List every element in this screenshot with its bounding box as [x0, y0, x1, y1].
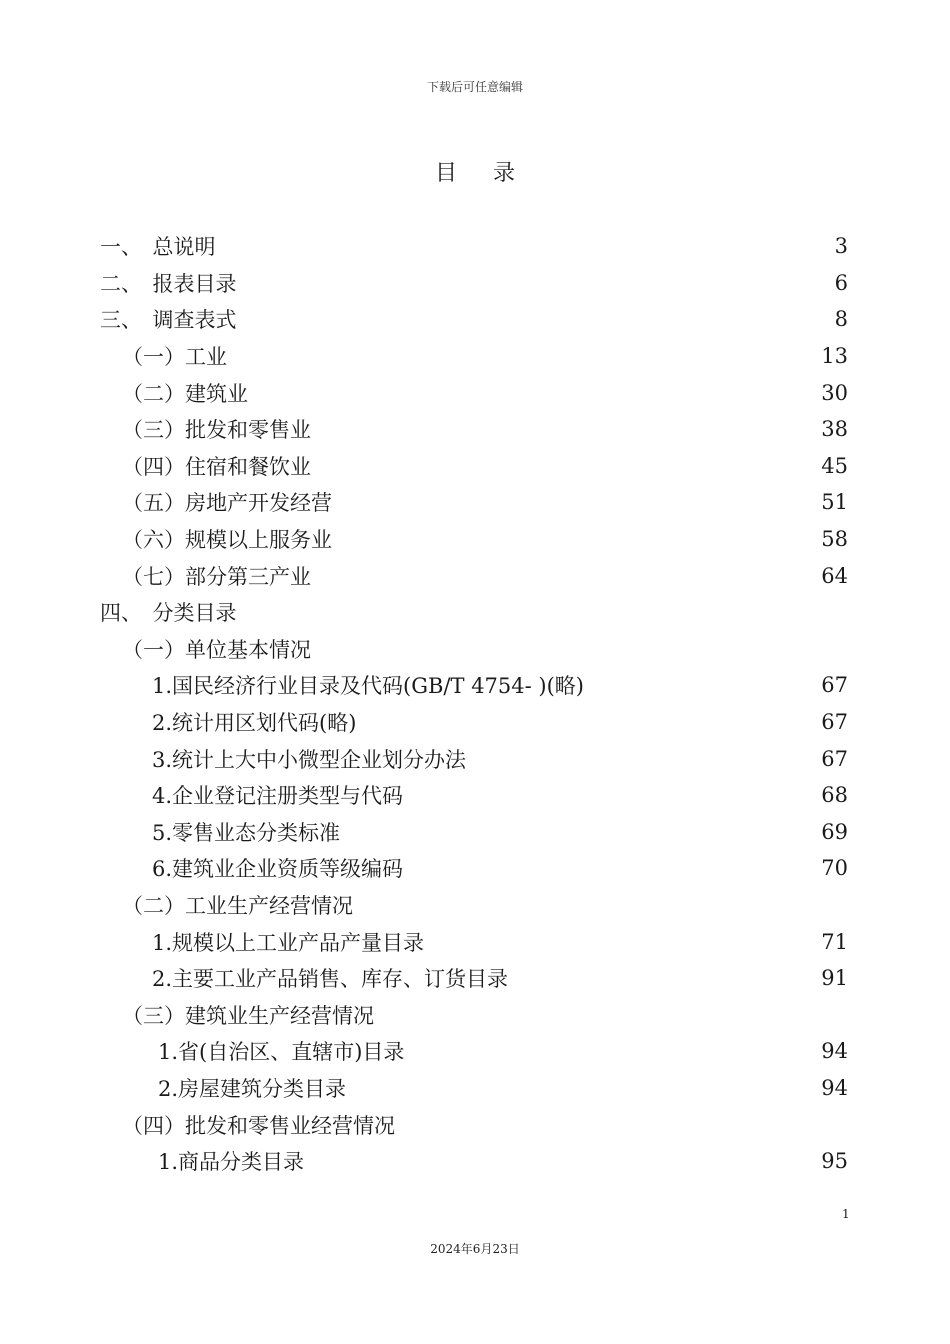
toc-entry-label: 3.统计上大中小微型企业划分办法 [152, 747, 467, 772]
toc-entry-page: 30 [821, 380, 848, 405]
toc-entry-page: 3 [834, 234, 848, 259]
toc-entry[interactable] [100, 996, 848, 1033]
toc-entry-page: 95 [821, 1149, 848, 1174]
toc-entry-label: 1.国民经济行业目录及代码(GB/T 4754- )(略) [152, 674, 584, 699]
toc-entry-label: 二、 报表目录 [100, 271, 237, 296]
toc-entry-page: 94 [821, 1075, 848, 1100]
toc-entry-page: 71 [821, 929, 848, 954]
toc-entry-page: 13 [821, 344, 848, 369]
toc-entry-label: 2.主要工业产品销售、库存、订货目录 [152, 967, 509, 992]
toc-entry[interactable] [100, 594, 848, 631]
toc-entry-label: （四）批发和零售业经营情况 [122, 1113, 395, 1138]
toc-entry-label: （五）房地产开发经营 [122, 491, 332, 516]
toc-entry[interactable] [100, 557, 848, 594]
toc-entry[interactable] [100, 411, 848, 448]
toc-entry[interactable] [100, 923, 848, 960]
toc-entry-label: 一、 总说明 [100, 235, 216, 260]
toc-entry[interactable] [100, 448, 848, 485]
toc-entry-label: 四、 分类目录 [100, 601, 237, 626]
toc-entry-page: 45 [821, 453, 848, 478]
toc-entry-page: 6 [834, 270, 848, 295]
toc-entry-label: （二）建筑业 [122, 381, 248, 406]
toc-entry[interactable] [100, 740, 848, 777]
toc-entry-page: 68 [821, 783, 848, 808]
toc-entry[interactable] [100, 667, 848, 704]
toc-entry-page: 94 [821, 1039, 848, 1064]
toc-entry[interactable] [100, 301, 848, 338]
toc-entry[interactable] [100, 1106, 848, 1143]
page-header: 下载后可任意编辑 [426, 80, 523, 94]
toc-entry[interactable] [100, 777, 848, 814]
toc-entry-label: 6.建筑业企业资质等级编码 [152, 857, 404, 882]
toc-entry-page: 69 [821, 819, 848, 844]
toc-entry-page: 8 [834, 307, 848, 332]
toc-entry-page: 67 [821, 710, 848, 735]
toc-entry-label: （一）单位基本情况 [122, 637, 311, 662]
toc-entry[interactable] [100, 228, 848, 265]
toc-entry[interactable] [100, 374, 848, 411]
toc-entry[interactable] [100, 850, 848, 887]
toc-entry-label: （三）建筑业生产经营情况 [122, 1003, 374, 1028]
toc-entry-label: （三）批发和零售业 [122, 418, 311, 443]
toc-entry-label: 5.零售业态分类标准 [152, 820, 341, 845]
table-of-contents [100, 228, 848, 1179]
toc-entry[interactable] [100, 1033, 848, 1070]
toc-entry-label: 4.企业登记注册类型与代码 [152, 784, 404, 809]
toc-entry-label: 1.省(自治区、直辖市)目录 [158, 1040, 405, 1065]
toc-entry-page: 51 [821, 490, 848, 515]
toc-entry-label: （四）住宿和餐饮业 [122, 454, 311, 479]
toc-entry-label: （七）部分第三产业 [122, 564, 311, 589]
toc-entry[interactable] [100, 338, 848, 375]
toc-entry[interactable] [100, 1143, 848, 1180]
toc-entry-label: 三、 调查表式 [100, 308, 237, 333]
page-title: 目录 [434, 161, 551, 186]
toc-entry[interactable] [100, 960, 848, 997]
toc-entry[interactable] [100, 704, 848, 741]
page-footer-date: 2024年6月23日 [430, 1242, 520, 1256]
toc-entry-label: 1.商品分类目录 [158, 1150, 305, 1175]
toc-entry-label: 2.房屋建筑分类目录 [158, 1076, 347, 1101]
toc-entry-page: 67 [821, 673, 848, 698]
toc-entry-page: 70 [821, 856, 848, 881]
toc-entry-label: （六）规模以上服务业 [122, 528, 332, 553]
page-number: 1 [842, 1207, 850, 1221]
toc-entry[interactable] [100, 521, 848, 558]
toc-entry[interactable] [100, 814, 848, 851]
toc-entry[interactable] [100, 887, 848, 924]
toc-entry-page: 38 [821, 417, 848, 442]
toc-entry-label: （二）工业生产经营情况 [122, 893, 353, 918]
toc-entry-label: 2.统计用区划代码(略) [152, 711, 357, 736]
toc-entry[interactable] [100, 1070, 848, 1107]
toc-entry[interactable] [100, 484, 848, 521]
toc-entry-page: 64 [821, 563, 848, 588]
toc-entry-label: 1.规模以上工业产品产量目录 [152, 930, 425, 955]
toc-entry[interactable] [100, 265, 848, 302]
toc-entry-page: 91 [821, 966, 848, 991]
toc-entry-page: 67 [821, 746, 848, 771]
toc-entry-label: （一）工业 [122, 345, 227, 370]
toc-entry[interactable] [100, 631, 848, 668]
toc-entry-page: 58 [821, 527, 848, 552]
